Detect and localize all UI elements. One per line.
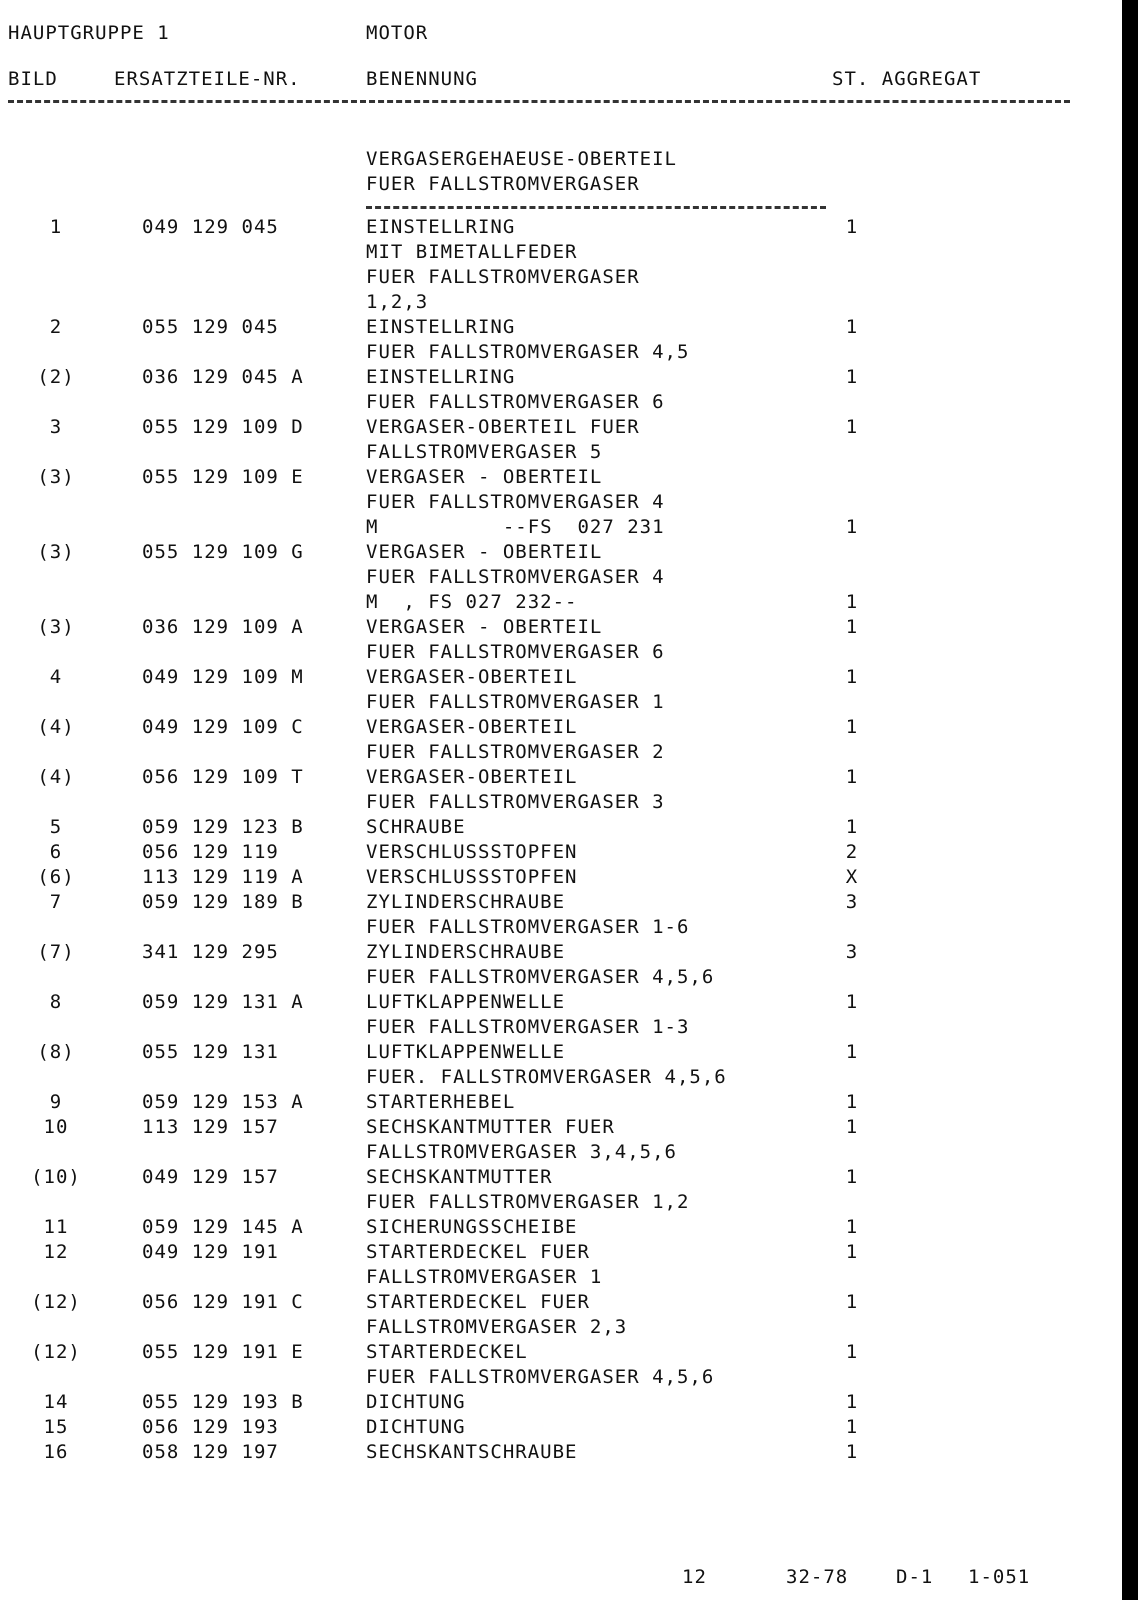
figure-number: 2 xyxy=(49,316,63,338)
part-name: SECHSKANTMUTTER FUER xyxy=(366,1116,615,1138)
part-name: FUER FALLSTROMVERGASER 1 xyxy=(366,691,665,713)
part-number: 055 129 045 xyxy=(142,316,279,338)
section-title xyxy=(366,147,677,197)
part-number: 036 129 045 A xyxy=(142,366,304,388)
table-row xyxy=(0,1266,1100,1291)
table-row xyxy=(0,1066,1100,1091)
table-row xyxy=(0,1441,1100,1466)
group-heading: HAUPTGRUPPE 1 xyxy=(8,22,170,44)
quantity: X xyxy=(845,866,859,888)
figure-number: 6 xyxy=(49,841,63,863)
table-row xyxy=(0,866,1100,891)
part-number: 055 129 109 E xyxy=(142,466,304,488)
table-row xyxy=(0,941,1100,966)
figure-number: 16 xyxy=(43,1441,69,1463)
table-row xyxy=(0,441,1100,466)
quantity: 1 xyxy=(845,1341,859,1363)
table-row xyxy=(0,841,1100,866)
table-row xyxy=(0,691,1100,716)
quantity: 2 xyxy=(845,841,859,863)
quantity: 1 xyxy=(845,716,859,738)
part-name: FUER FALLSTROMVERGASER 6 xyxy=(366,641,665,663)
part-name: STARTERDECKEL xyxy=(366,1341,528,1363)
table-row xyxy=(0,1391,1100,1416)
figure-number: 12 xyxy=(43,1241,69,1263)
part-name: VERGASER-OBERTEIL xyxy=(366,716,578,738)
table-row xyxy=(0,516,1100,541)
part-name: EINSTELLRING xyxy=(366,316,516,338)
figure-number: (3) xyxy=(37,466,75,488)
part-name: STARTERDECKEL FUER xyxy=(366,1291,590,1313)
figure-number: 1 xyxy=(49,216,63,238)
table-row xyxy=(0,241,1100,266)
part-name: FUER FALLSTROMVERGASER 4 xyxy=(366,491,665,513)
table-row xyxy=(0,1016,1100,1041)
quantity: 1 xyxy=(845,1291,859,1313)
part-name: FUER FALLSTROMVERGASER 1,2 xyxy=(366,1191,690,1213)
table-row xyxy=(0,1416,1100,1441)
quantity: 1 xyxy=(845,666,859,688)
part-name: VERSCHLUSSSTOPFEN xyxy=(366,841,578,863)
part-name: VERGASER - OBERTEIL xyxy=(366,541,603,563)
figure-number: 14 xyxy=(43,1391,69,1413)
part-name: M --FS 027 231 xyxy=(366,516,665,538)
part-number: 113 129 157 xyxy=(142,1116,279,1138)
part-name: FALLSTROMVERGASER 5 xyxy=(366,441,603,463)
footer-reference: 1-051 xyxy=(968,1566,1031,1588)
table-row xyxy=(0,1166,1100,1191)
part-name: VERGASER-OBERTEIL xyxy=(366,666,578,688)
table-row xyxy=(0,266,1100,291)
table-row xyxy=(0,1341,1100,1366)
part-number: 059 129 123 B xyxy=(142,816,304,838)
figure-number: 5 xyxy=(49,816,63,838)
part-name: MIT BIMETALLFEDER xyxy=(366,241,578,263)
figure-number: 15 xyxy=(43,1416,69,1438)
quantity: 1 xyxy=(845,1041,859,1063)
quantity: 1 xyxy=(845,766,859,788)
quantity: 1 xyxy=(845,316,859,338)
figure-number: (4) xyxy=(37,766,75,788)
quantity: 1 xyxy=(845,1166,859,1188)
part-name: FUER FALLSTROMVERGASER 4,5,6 xyxy=(366,1366,715,1388)
binding-edge xyxy=(1122,0,1138,1600)
part-name: STARTERHEBEL xyxy=(366,1091,516,1113)
table-row xyxy=(0,416,1100,441)
figure-number: (6) xyxy=(37,866,75,888)
part-name: SECHSKANTMUTTER xyxy=(366,1166,553,1188)
part-name: DICHTUNG xyxy=(366,1391,466,1413)
table-row xyxy=(0,391,1100,416)
figure-number: (3) xyxy=(37,541,75,563)
part-name: FUER FALLSTROMVERGASER 3 xyxy=(366,791,665,813)
table-row xyxy=(0,366,1100,391)
quantity: 1 xyxy=(845,816,859,838)
part-name: FUER FALLSTROMVERGASER 4,5 xyxy=(366,341,690,363)
part-number: 056 129 109 T xyxy=(142,766,304,788)
part-number: 059 129 153 A xyxy=(142,1091,304,1113)
part-name: ZYLINDERSCHRAUBE xyxy=(366,941,566,963)
quantity: 1 xyxy=(845,616,859,638)
quantity: 3 xyxy=(845,941,859,963)
table-row xyxy=(0,766,1100,791)
part-number: 113 129 119 A xyxy=(142,866,304,888)
part-name: SICHERUNGSSCHEIBE xyxy=(366,1216,578,1238)
group-title: MOTOR xyxy=(366,22,429,44)
part-name: FUER FALLSTROMVERGASER xyxy=(366,266,640,288)
part-name: FALLSTROMVERGASER 3,4,5,6 xyxy=(366,1141,677,1163)
table-row xyxy=(0,641,1100,666)
quantity: 1 xyxy=(845,1116,859,1138)
part-number: 059 129 189 B xyxy=(142,891,304,913)
table-row xyxy=(0,891,1100,916)
part-number: 049 129 191 xyxy=(142,1241,279,1263)
section-divider xyxy=(366,206,826,209)
part-name: FUER FALLSTROMVERGASER 1-3 xyxy=(366,1016,690,1038)
figure-number: (10) xyxy=(31,1166,81,1188)
figure-number: (8) xyxy=(37,1041,75,1063)
quantity: 1 xyxy=(845,1416,859,1438)
table-row xyxy=(0,316,1100,341)
quantity: 1 xyxy=(845,416,859,438)
table-row xyxy=(0,966,1100,991)
table-row xyxy=(0,1141,1100,1166)
figure-number: 9 xyxy=(49,1091,63,1113)
part-name: EINSTELLRING xyxy=(366,366,516,388)
part-number: 055 129 109 D xyxy=(142,416,304,438)
part-name: ZYLINDERSCHRAUBE xyxy=(366,891,566,913)
table-row xyxy=(0,591,1100,616)
figure-number: (4) xyxy=(37,716,75,738)
part-number: 056 129 119 xyxy=(142,841,279,863)
table-row xyxy=(0,666,1100,691)
part-number: 055 129 193 B xyxy=(142,1391,304,1413)
part-name: VERGASER-OBERTEIL FUER xyxy=(366,416,640,438)
footer-date-code: 32-78 xyxy=(786,1566,849,1588)
column-header-bild: BILD xyxy=(8,68,58,90)
part-name: VERGASER - OBERTEIL xyxy=(366,616,603,638)
part-name: DICHTUNG xyxy=(366,1416,466,1438)
column-header-part-number: ERSATZTEILE-NR. xyxy=(114,68,301,90)
header-divider xyxy=(8,100,1070,103)
table-row xyxy=(0,566,1100,591)
part-name: SECHSKANTSCHRAUBE xyxy=(366,1441,578,1463)
part-name: 1,2,3 xyxy=(366,291,429,313)
part-name: LUFTKLAPPENWELLE xyxy=(366,1041,566,1063)
table-row xyxy=(0,616,1100,641)
table-row xyxy=(0,491,1100,516)
part-number: 059 129 131 A xyxy=(142,991,304,1013)
part-name: FUER FALLSTROMVERGASER 4 xyxy=(366,566,665,588)
figure-number: 4 xyxy=(49,666,63,688)
part-number: 341 129 295 xyxy=(142,941,279,963)
part-number: 056 129 193 xyxy=(142,1416,279,1438)
figure-number: 10 xyxy=(43,1116,69,1138)
table-row xyxy=(0,1291,1100,1316)
table-row xyxy=(0,216,1100,241)
part-number: 055 129 191 E xyxy=(142,1341,304,1363)
table-row xyxy=(0,916,1100,941)
quantity: 3 xyxy=(845,891,859,913)
table-row xyxy=(0,1041,1100,1066)
footer-page-number: 12 xyxy=(682,1566,707,1588)
table-row xyxy=(0,1241,1100,1266)
part-number: 059 129 145 A xyxy=(142,1216,304,1238)
table-row xyxy=(0,466,1100,491)
table-row xyxy=(0,741,1100,766)
part-number: 058 129 197 xyxy=(142,1441,279,1463)
figure-number: (12) xyxy=(31,1291,81,1313)
quantity: 1 xyxy=(845,1441,859,1463)
table-row xyxy=(0,1116,1100,1141)
table-row xyxy=(0,291,1100,316)
quantity: 1 xyxy=(845,1091,859,1113)
part-name: FALLSTROMVERGASER 1 xyxy=(366,1266,603,1288)
table-row xyxy=(0,541,1100,566)
part-name: SCHRAUBE xyxy=(366,816,466,838)
quantity: 1 xyxy=(845,216,859,238)
part-number: 049 129 157 xyxy=(142,1166,279,1188)
part-number: 036 129 109 A xyxy=(142,616,304,638)
part-number: 049 129 109 M xyxy=(142,666,304,688)
table-row xyxy=(0,1191,1100,1216)
part-name: VERGASER-OBERTEIL xyxy=(366,766,578,788)
part-number: 049 129 109 C xyxy=(142,716,304,738)
table-row xyxy=(0,1366,1100,1391)
quantity: 1 xyxy=(845,991,859,1013)
quantity: 1 xyxy=(845,516,859,538)
part-number: 055 129 131 xyxy=(142,1041,279,1063)
parts-list xyxy=(0,216,1100,1466)
part-name: FUER FALLSTROMVERGASER 6 xyxy=(366,391,665,413)
figure-number: 7 xyxy=(49,891,63,913)
part-name: FUER FALLSTROMVERGASER 1-6 xyxy=(366,916,690,938)
part-name: FUER FALLSTROMVERGASER 2 xyxy=(366,741,665,763)
figure-number: 8 xyxy=(49,991,63,1013)
part-name: FUER FALLSTROMVERGASER 4,5,6 xyxy=(366,966,715,988)
part-name: VERSCHLUSSSTOPFEN xyxy=(366,866,578,888)
table-row xyxy=(0,1216,1100,1241)
part-number: 049 129 045 xyxy=(142,216,279,238)
part-number: 056 129 191 C xyxy=(142,1291,304,1313)
figure-number: (7) xyxy=(37,941,75,963)
part-name: FALLSTROMVERGASER 2,3 xyxy=(366,1316,628,1338)
part-name: VERGASER - OBERTEIL xyxy=(366,466,603,488)
column-header-name: BENENNUNG xyxy=(366,68,478,90)
table-row xyxy=(0,816,1100,841)
part-name: FUER. FALLSTROMVERGASER 4,5,6 xyxy=(366,1066,727,1088)
part-name: EINSTELLRING xyxy=(366,216,516,238)
part-name: LUFTKLAPPENWELLE xyxy=(366,991,566,1013)
quantity: 1 xyxy=(845,591,859,613)
table-row xyxy=(0,1316,1100,1341)
table-row xyxy=(0,791,1100,816)
figure-number: (12) xyxy=(31,1341,81,1363)
table-row xyxy=(0,991,1100,1016)
table-row xyxy=(0,716,1100,741)
figure-number: 3 xyxy=(49,416,63,438)
quantity: 1 xyxy=(845,1391,859,1413)
section-title-line-1: VERGASERGEHAEUSE-OBERTEIL xyxy=(366,148,677,170)
quantity: 1 xyxy=(845,366,859,388)
table-row xyxy=(0,341,1100,366)
part-name: STARTERDECKEL FUER xyxy=(366,1241,590,1263)
table-row xyxy=(0,1091,1100,1116)
figure-number: 11 xyxy=(43,1216,69,1238)
figure-number: (3) xyxy=(37,616,75,638)
section-title-line-2: FUER FALLSTROMVERGASER xyxy=(366,173,640,195)
part-number: 055 129 109 G xyxy=(142,541,304,563)
footer-language-code: D-1 xyxy=(896,1566,934,1588)
part-name: M , FS 027 232-- xyxy=(366,591,578,613)
figure-number: (2) xyxy=(37,366,75,388)
column-header-qty-aggregate: ST. AGGREGAT xyxy=(832,68,982,90)
quantity: 1 xyxy=(845,1216,859,1238)
quantity: 1 xyxy=(845,1241,859,1263)
